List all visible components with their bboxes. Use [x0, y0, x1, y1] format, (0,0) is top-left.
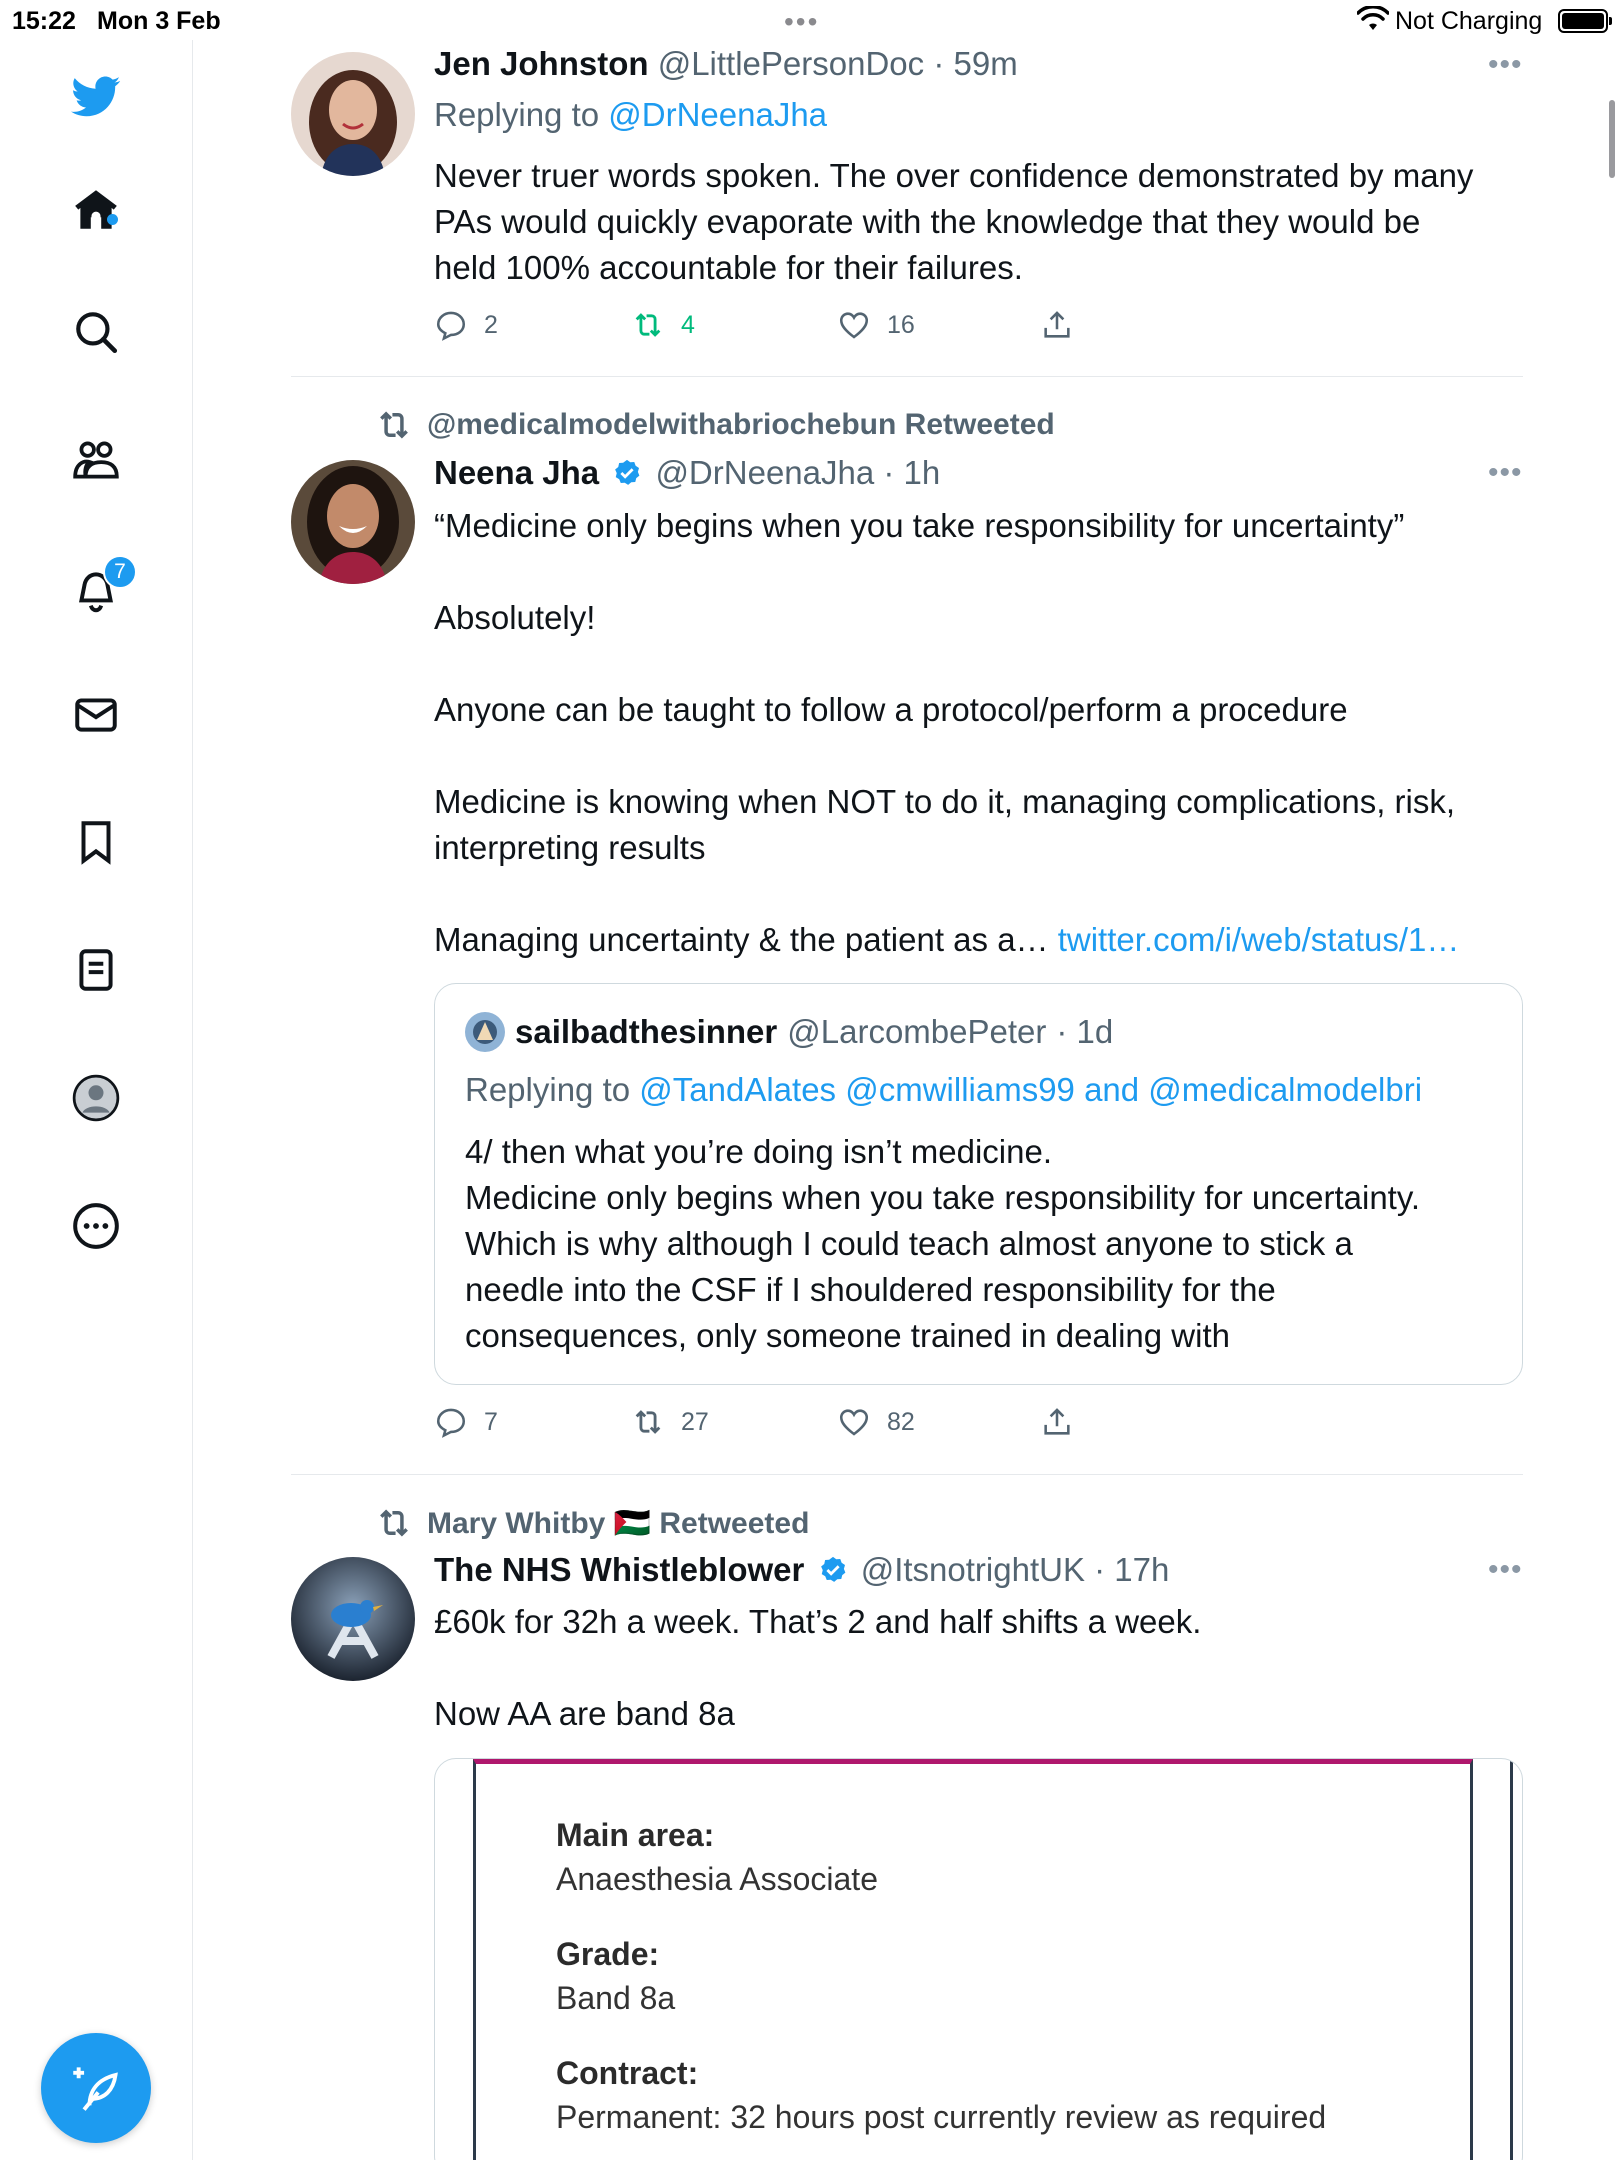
- more-options-icon[interactable]: [66, 1196, 126, 1256]
- tweet-link[interactable]: twitter.com/i/web/status/1…: [1057, 921, 1460, 958]
- author-handle[interactable]: @ItsnotrightUK: [860, 1551, 1085, 1588]
- retweet-icon: [631, 308, 665, 342]
- tweet-divider: [291, 376, 1523, 377]
- media-edge-line: [1510, 1759, 1513, 2160]
- tweet-header: [434, 454, 940, 492]
- field-label-main-area: Main area:: [556, 1817, 715, 1853]
- verified-badge-icon: [612, 458, 642, 488]
- battery-icon: [1558, 9, 1608, 33]
- author-name[interactable]: Jen Johnston: [434, 45, 649, 82]
- author-name[interactable]: Neena Jha: [434, 454, 600, 491]
- share-button[interactable]: [1040, 1405, 1074, 1439]
- retweet-button[interactable]: [631, 308, 695, 342]
- home-unread-dot: [107, 214, 118, 225]
- tweet-header: [434, 45, 1018, 83]
- quoted-tweet-text: 4/ then what you’re doing isn’t medicine. Medicine only begins when you take responsibility for uncertainty. Which is why although I could teach almost anyone to stick a needle into the CSF if I shouldered responsibility for the consequences, only someone trained in dealing with: [465, 1133, 1421, 1354]
- notifications-badge: 7: [103, 555, 137, 589]
- wifi-icon: [1357, 6, 1389, 32]
- quoted-avatar[interactable]: [465, 1012, 505, 1052]
- tweet-actions: [434, 1405, 1134, 1445]
- avatar[interactable]: [291, 52, 415, 176]
- share-icon: [1040, 1405, 1074, 1439]
- scrollbar[interactable]: [1609, 100, 1615, 178]
- field-value-grade: Band 8a: [556, 1980, 676, 2016]
- tweet-more-icon[interactable]: •••: [1488, 1553, 1523, 1586]
- avatar[interactable]: [291, 460, 415, 584]
- verified-badge-icon: [818, 1555, 848, 1585]
- quoted-author-handle[interactable]: @LarcombePeter: [787, 1013, 1047, 1050]
- retweeted-by-text[interactable]: Mary Whitby 🇵🇸 Retweeted: [427, 1506, 810, 1540]
- compose-tweet-button[interactable]: [41, 2033, 151, 2143]
- replying-to-handle[interactable]: @DrNeenaJha: [608, 96, 828, 133]
- field-label-contract: Contract:: [556, 2055, 699, 2091]
- quoted-tweet[interactable]: [434, 983, 1523, 1385]
- share-icon: [1040, 308, 1074, 342]
- field-label-grade: Grade:: [556, 1936, 660, 1972]
- quoted-replying-to: [465, 1071, 1422, 1109]
- share-button[interactable]: [1040, 308, 1074, 342]
- tweet-time[interactable]: · 17h: [1094, 1551, 1170, 1588]
- profile-avatar-icon[interactable]: [66, 1068, 126, 1128]
- tweet-text: [434, 503, 1524, 963]
- retweeted-by-line: [375, 406, 1055, 444]
- like-count: 16: [887, 310, 915, 339]
- retweet-count: 4: [681, 310, 695, 339]
- retweet-count: 27: [681, 1407, 709, 1436]
- sidebar: [0, 40, 193, 2160]
- tweet-more-icon[interactable]: •••: [1488, 48, 1523, 81]
- bookmarks-icon[interactable]: [66, 812, 126, 872]
- retweeted-by-line: [375, 1504, 809, 1542]
- status-date: Mon 3 Feb: [97, 7, 221, 35]
- reply-button[interactable]: [434, 1405, 498, 1439]
- home-icon[interactable]: [66, 180, 126, 240]
- tweet-media-image[interactable]: [434, 1758, 1523, 2160]
- quoted-replying-label: Replying to: [465, 1071, 640, 1108]
- tweet-time[interactable]: · 59m: [933, 45, 1018, 82]
- multitasking-dots-icon[interactable]: •••: [784, 6, 820, 37]
- quoted-replying-handles[interactable]: @TandAlates @cmwilliams99 and @medicalmodelbri: [639, 1071, 1423, 1108]
- tweet-actions: [434, 308, 1134, 348]
- author-handle[interactable]: @LittlePersonDoc: [657, 45, 925, 82]
- quoted-author-name[interactable]: sailbadthesinner: [515, 1013, 778, 1050]
- reply-button[interactable]: [434, 308, 498, 342]
- tweet-more-icon[interactable]: •••: [1488, 456, 1523, 489]
- charging-status: Not Charging: [1395, 7, 1543, 35]
- tweet-header: [434, 1551, 1169, 1589]
- author-name[interactable]: The NHS Whistleblower: [434, 1551, 805, 1588]
- field-value-main-area: Anaesthesia Associate: [556, 1861, 878, 1897]
- avatar[interactable]: [291, 1557, 415, 1681]
- lists-icon[interactable]: [66, 940, 126, 1000]
- author-handle[interactable]: @DrNeenaJha: [655, 454, 875, 491]
- retweet-button[interactable]: [631, 1405, 709, 1439]
- heart-icon: [837, 1405, 871, 1439]
- tweet-text: Never truer words spoken. The over confidence demonstrated by many PAs would quickly evaporate with the knowledge that they would be held 100% accountable for their failures.: [434, 157, 1474, 286]
- retweet-small-icon: [375, 406, 413, 444]
- tweet-time[interactable]: · 1h: [883, 454, 941, 491]
- tweet-text: £60k for 32h a week. That’s 2 and half shifts a week. Now AA are band 8a: [434, 1603, 1202, 1732]
- status-bar: [0, 0, 1620, 40]
- retweet-icon: [631, 1405, 665, 1439]
- replying-to-label: Replying to: [434, 96, 609, 133]
- quoted-tweet-header: [465, 1012, 1113, 1052]
- retweeted-by-text[interactable]: @medicalmodelwithabriochebun Retweeted: [427, 408, 1055, 441]
- reply-count: 7: [484, 1407, 498, 1436]
- quoted-tweet-time: · 1d: [1056, 1013, 1114, 1050]
- communities-icon[interactable]: [66, 430, 126, 490]
- retweet-small-icon: [375, 1504, 413, 1542]
- field-value-contract: Permanent: 32 hours post currently review as required: [556, 2099, 1327, 2135]
- job-listing-screenshot: [473, 1759, 1473, 2160]
- reply-icon: [434, 1405, 468, 1439]
- search-icon[interactable]: [66, 302, 126, 362]
- like-count: 82: [887, 1407, 915, 1436]
- replying-to: [434, 96, 827, 134]
- like-button[interactable]: [837, 1405, 915, 1439]
- messages-icon[interactable]: [66, 685, 126, 745]
- tweet-text-content: “Medicine only begins when you take responsibility for uncertainty” Absolutely! Anyone can be taught to follow a protocol/perform a procedure Medicine is knowing when NOT to do it, managing complications, risk, interpreting results Managing uncertainty & the patient as a…: [434, 507, 1456, 958]
- status-time: 15:22: [12, 7, 76, 35]
- tweet-divider: [291, 1474, 1523, 1475]
- twitter-logo-icon[interactable]: [66, 65, 126, 125]
- like-button[interactable]: [837, 308, 915, 342]
- reply-count: 2: [484, 310, 498, 339]
- heart-icon: [837, 308, 871, 342]
- reply-icon: [434, 308, 468, 342]
